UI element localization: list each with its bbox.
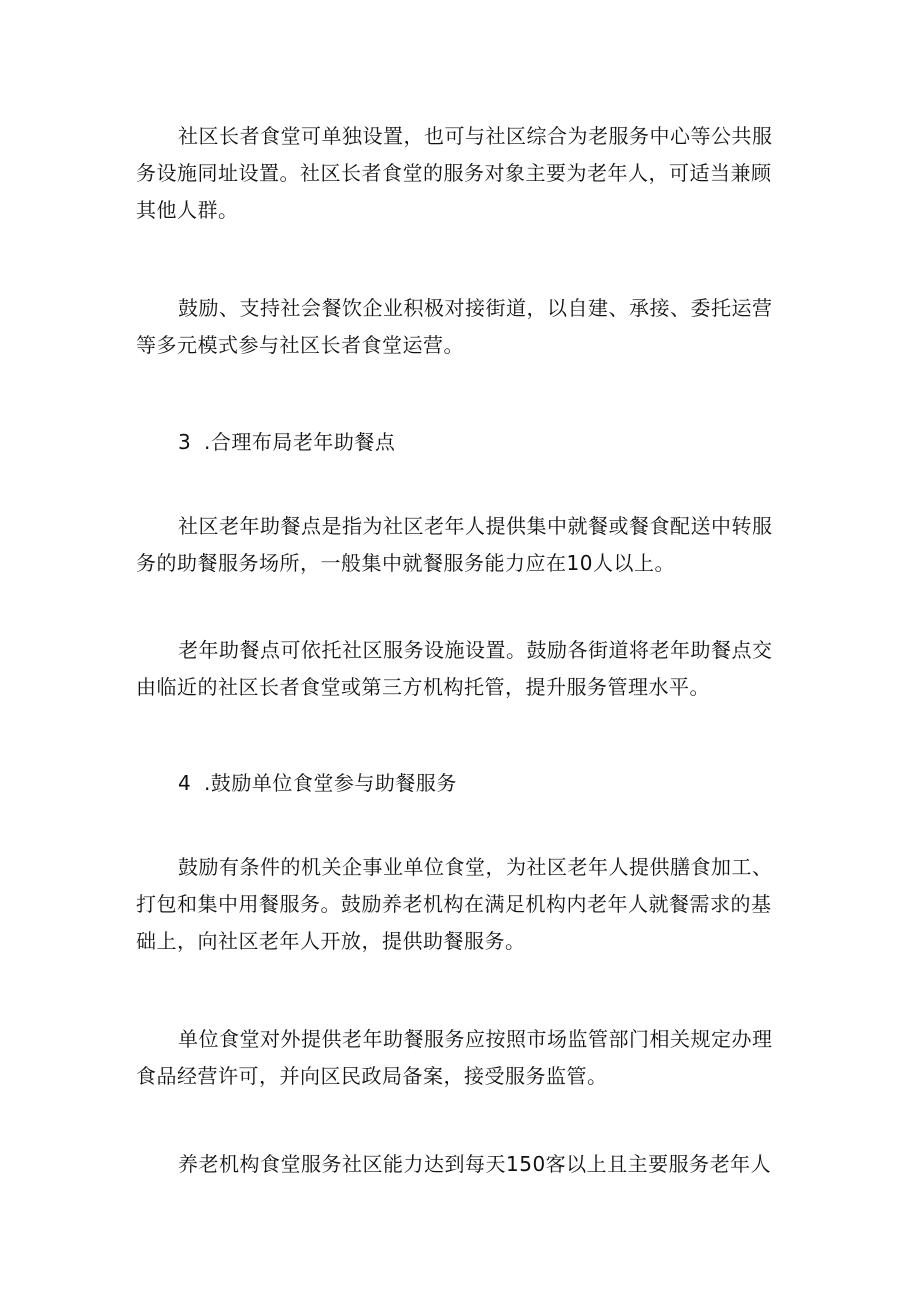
paragraph-elder-canteen-setup: 社区长者食堂可单独设置，也可与社区综合为老服务中心等公共服务设施同址设置。社区长者食堂的服务对象主要为老年人，可适当兼顾其他人群。 xyxy=(136,124,773,222)
section-title: .合理布局老年助餐点 xyxy=(204,430,396,454)
paragraph-catering-enterprises: 鼓励、支持社会餐饮企业积极对接街道，以自建、承接、委托运营等多元模式参与社区长者食堂运营。 xyxy=(136,296,773,357)
paragraph-meal-assist-point-definition: 社区老年助餐点是指为社区老年人提供集中就餐或餐食配送中转服务的助餐服务场所，一般集中就餐服务能力应在10人以上。 xyxy=(136,514,773,575)
section-number: 4 xyxy=(178,771,192,795)
paragraph-meal-assist-point-hosting: 老年助餐点可依托社区服务设施设置。鼓励各街道将老年助餐点交由临近的社区长者食堂或第三方机构托管，提升服务管理水平。 xyxy=(136,638,773,699)
section-heading-3 xyxy=(178,424,395,461)
section-number: 3 xyxy=(178,430,192,454)
section-title: .鼓励单位食堂参与助餐服务 xyxy=(204,771,457,795)
paragraph-unit-canteens: 鼓励有条件的机关企事业单位食堂，为社区老年人提供膳食加工、打包和集中用餐服务。鼓励养老机构在满足机构内老年人就餐需求的基础上，向社区老年人开放，提供助餐服务。 xyxy=(136,855,773,953)
paragraph-elder-institution-capacity: 养老机构食堂服务社区能力达到每天150客以上且主要服务老年人 xyxy=(178,1152,772,1176)
paragraph-food-license: 单位食堂对外提供老年助餐服务应按照市场监管部门相关规定办理食品经营许可，并向区民政局备案，接受服务监管。 xyxy=(136,1027,773,1088)
section-heading-4 xyxy=(178,765,457,802)
